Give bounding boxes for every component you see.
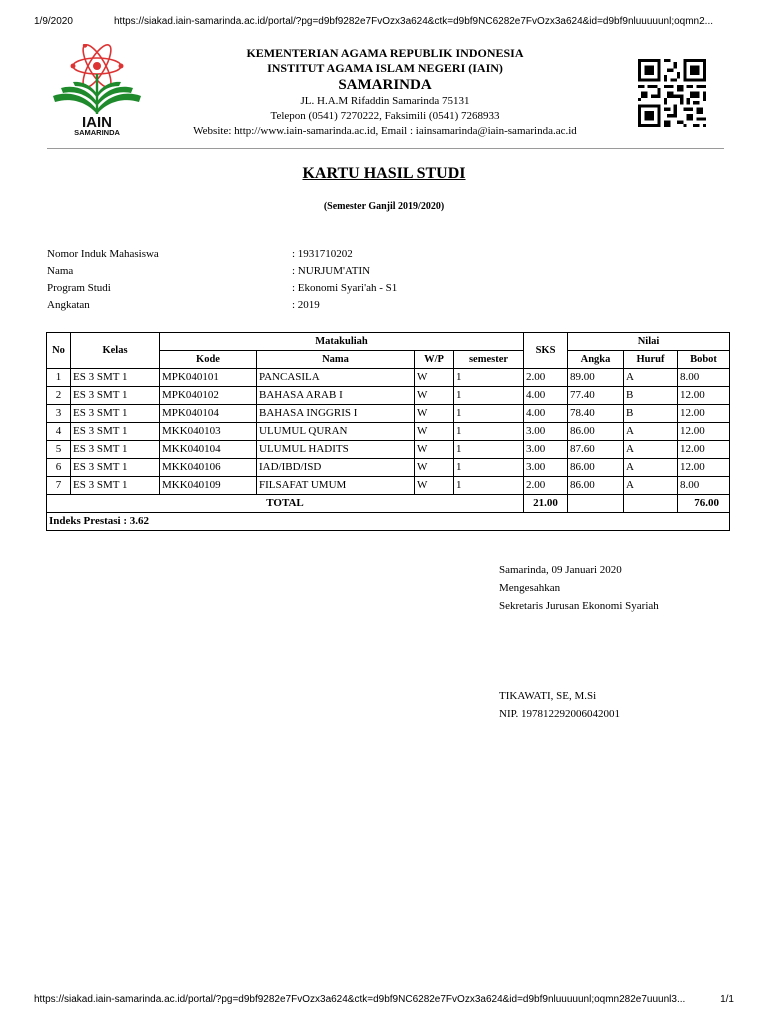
cell-kelas: ES 3 SMT 1	[71, 423, 160, 441]
sign-nip: NIP. 197812292006042001	[499, 708, 621, 720]
table-row	[47, 441, 730, 459]
phone-fax: Telepon (0541) 7270222, Faksimili (0541) 7268933	[270, 110, 500, 122]
cell-bobot: 12.00	[678, 405, 730, 423]
col-nama-header: Nama	[257, 351, 415, 369]
logo-text: IAIN	[82, 114, 112, 131]
cell-huruf: A	[624, 441, 678, 459]
cell-kelas: ES 3 SMT 1	[71, 441, 160, 459]
sign-name: TIKAWATI, SE, M.Si	[499, 690, 597, 702]
atom-book-logo-icon	[47, 44, 147, 136]
cell-wp: W	[415, 405, 454, 423]
program-value: : Ekonomi Syari'ah - S1	[292, 282, 398, 294]
cell-nama: ULUMUL QURAN	[257, 423, 415, 441]
cell-huruf: A	[624, 369, 678, 387]
col-huruf-header: Huruf	[624, 351, 678, 369]
cell-angka: 89.00	[568, 369, 624, 387]
cell-nama: PANCASILA	[257, 369, 415, 387]
qr-code-icon	[638, 59, 706, 127]
cell-no: 5	[47, 441, 71, 459]
cell-bobot: 12.00	[678, 387, 730, 405]
cell-wp: W	[415, 477, 454, 495]
cell-sks: 4.00	[524, 405, 568, 423]
total-label: TOTAL	[47, 495, 524, 513]
cell-angka: 86.00	[568, 477, 624, 495]
table-row	[47, 459, 730, 477]
cell-semester: 1	[454, 387, 524, 405]
cell-nama: BAHASA ARAB I	[257, 387, 415, 405]
cell-kode: MPK040104	[160, 405, 257, 423]
address: JL. H.A.M Rifaddin Samarinda 75131	[300, 95, 470, 107]
cell-semester: 1	[454, 477, 524, 495]
cell-kode: MPK040102	[160, 387, 257, 405]
cell-wp: W	[415, 441, 454, 459]
grades-table-body	[47, 369, 730, 495]
print-header	[34, 16, 734, 30]
name-value: : NURJUM'ATIN	[292, 265, 371, 277]
col-angka-header: Angka	[568, 351, 624, 369]
cell-angka: 77.40	[568, 387, 624, 405]
page-number: 1/1	[720, 994, 734, 1005]
cell-bobot: 12.00	[678, 441, 730, 459]
cell-no: 7	[47, 477, 71, 495]
cell-bobot: 8.00	[678, 477, 730, 495]
col-no-header: No	[47, 333, 71, 369]
year-label: Angkatan	[47, 299, 90, 311]
grades-table	[46, 332, 730, 531]
col-wp-header: W/P	[415, 351, 454, 369]
cell-kode: MKK040104	[160, 441, 257, 459]
cell-huruf: B	[624, 387, 678, 405]
print-footer	[34, 994, 734, 1008]
table-row	[47, 405, 730, 423]
cell-nama: FILSAFAT UMUM	[257, 477, 415, 495]
col-sks-header: SKS	[524, 333, 568, 369]
cell-wp: W	[415, 369, 454, 387]
cell-angka: 78.40	[568, 405, 624, 423]
col-kode-header: Kode	[160, 351, 257, 369]
cell-nama: BAHASA INGGRIS I	[257, 405, 415, 423]
cell-kode: MKK040106	[160, 459, 257, 477]
total-huruf-empty	[624, 495, 678, 513]
program-label: Program Studi	[47, 282, 111, 294]
letterhead	[150, 46, 620, 139]
document-title: KARTU HASIL STUDI	[302, 165, 466, 182]
cell-nama: ULUMUL HADITS	[257, 441, 415, 459]
cell-sks: 3.00	[524, 441, 568, 459]
table-row	[47, 387, 730, 405]
total-bobot: 76.00	[678, 495, 730, 513]
cell-angka: 86.00	[568, 459, 624, 477]
table-row	[47, 369, 730, 387]
city-name: SAMARINDA	[338, 77, 432, 93]
indeks-prestasi: Indeks Prestasi : 3.62	[47, 513, 730, 531]
cell-bobot: 12.00	[678, 423, 730, 441]
col-nilai-header: Nilai	[568, 333, 730, 351]
cell-bobot: 8.00	[678, 369, 730, 387]
cell-no: 6	[47, 459, 71, 477]
cell-sks: 3.00	[524, 459, 568, 477]
cell-wp: W	[415, 387, 454, 405]
table-row	[47, 423, 730, 441]
footer-url: https://siakad.iain-samarinda.ac.id/portal/?pg=d9bf9282e7FvOzx3a624&ctk=d9bf9NC6282e7FvOzx3a624&id=d9bf9nluuuuunl;oqmn282e7uuunl3...	[34, 994, 686, 1005]
ip-row	[47, 513, 730, 531]
cell-kelas: ES 3 SMT 1	[71, 369, 160, 387]
table-row	[47, 477, 730, 495]
cell-semester: 1	[454, 423, 524, 441]
cell-bobot: 12.00	[678, 459, 730, 477]
cell-kelas: ES 3 SMT 1	[71, 405, 160, 423]
cell-sks: 2.00	[524, 369, 568, 387]
total-sks: 21.00	[524, 495, 568, 513]
total-angka-empty	[568, 495, 624, 513]
year-value: : 2019	[292, 299, 320, 311]
col-bobot-header: Bobot	[678, 351, 730, 369]
cell-sks: 3.00	[524, 423, 568, 441]
cell-wp: W	[415, 459, 454, 477]
nim-value: : 1931710202	[292, 248, 353, 260]
logo-subtext: SAMARINDA	[74, 128, 120, 136]
header-divider	[47, 148, 724, 149]
cell-semester: 1	[454, 405, 524, 423]
nim-label: Nomor Induk Mahasiswa	[47, 248, 159, 260]
cell-sks: 4.00	[524, 387, 568, 405]
cell-kelas: ES 3 SMT 1	[71, 477, 160, 495]
sign-position: Sekretaris Jurusan Ekonomi Syariah	[499, 600, 659, 612]
institute-name: INSTITUT AGAMA ISLAM NEGERI (IAIN)	[267, 61, 503, 75]
cell-wp: W	[415, 423, 454, 441]
ministry-name: KEMENTERIAN AGAMA REPUBLIK INDONESIA	[246, 46, 524, 60]
cell-kelas: ES 3 SMT 1	[71, 459, 160, 477]
iain-logo	[47, 44, 147, 136]
sign-place-date: Samarinda, 09 Januari 2020	[499, 564, 622, 576]
cell-kelas: ES 3 SMT 1	[71, 387, 160, 405]
col-kelas-header: Kelas	[71, 333, 160, 369]
cell-kode: MKK040103	[160, 423, 257, 441]
cell-angka: 86.00	[568, 423, 624, 441]
cell-angka: 87.60	[568, 441, 624, 459]
website-email: Website: http://www.iain-samarinda.ac.id, Email : iainsamarinda@iain-samarinda.ac.id	[193, 125, 577, 137]
semester-subtitle: (Semester Ganjil 2019/2020)	[323, 201, 445, 212]
print-date: 1/9/2020	[34, 16, 73, 27]
total-row	[47, 495, 730, 513]
table-header-row	[47, 333, 730, 351]
cell-sks: 2.00	[524, 477, 568, 495]
cell-huruf: B	[624, 405, 678, 423]
cell-huruf: A	[624, 477, 678, 495]
cell-kode: MPK040101	[160, 369, 257, 387]
cell-no: 4	[47, 423, 71, 441]
sign-approve: Mengesahkan	[499, 582, 561, 594]
col-matakuliah-header: Matakuliah	[160, 333, 524, 351]
name-label: Nama	[47, 265, 74, 277]
cell-kode: MKK040109	[160, 477, 257, 495]
cell-huruf: A	[624, 423, 678, 441]
print-url: https://siakad.iain-samarinda.ac.id/portal/?pg=d9bf9282e7FvOzx3a624&ctk=d9bf9NC6282e7FvOzx3a624&id=d9bf9nluuuuunl;oqmn2...	[114, 16, 714, 27]
cell-no: 3	[47, 405, 71, 423]
col-semester-header: semester	[454, 351, 524, 369]
cell-nama: IAD/IBD/ISD	[257, 459, 415, 477]
cell-semester: 1	[454, 459, 524, 477]
cell-huruf: A	[624, 459, 678, 477]
cell-no: 1	[47, 369, 71, 387]
cell-semester: 1	[454, 369, 524, 387]
cell-no: 2	[47, 387, 71, 405]
cell-semester: 1	[454, 441, 524, 459]
